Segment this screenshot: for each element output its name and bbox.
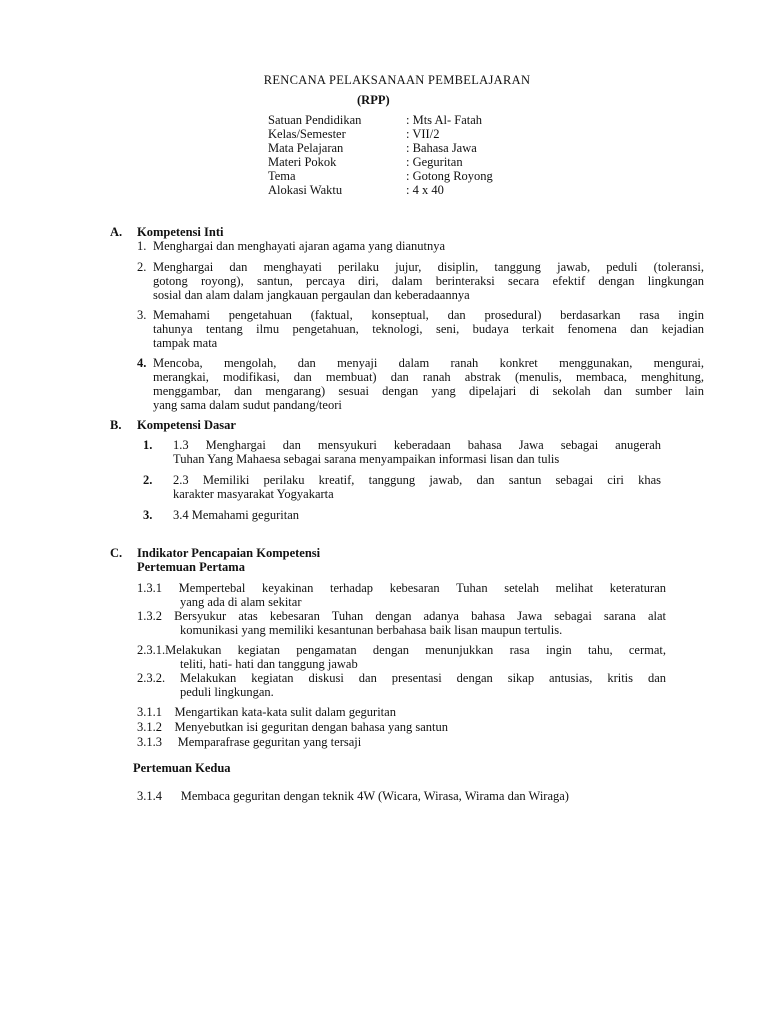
list-item-line: gotong royong), santun, percaya diri, dalam berinteraksi secara efektif dengan lingkungan xyxy=(153,274,704,288)
list-item-line: 2.3 Memiliki perilaku kreatif, tanggung jawab, dan santun sebagai ciri khas xyxy=(173,473,661,487)
indicator-line: 1.3.1 Mempertebal keyakinan terhadap kebesaran Tuhan setelah melihat keteraturan xyxy=(137,581,666,595)
indicator-line: 2.3.2. Melakukan kegiatan diskusi dan presentasi dengan sikap antusias, kritis dan xyxy=(137,671,666,685)
indicator-line: 1.3.2 Bersyukur atas kebesaran Tuhan dengan adanya bahasa Jawa sebagai sarana alat xyxy=(137,609,666,623)
list-number: 1. xyxy=(143,438,153,452)
meeting-heading: Pertemuan Kedua xyxy=(133,761,231,775)
list-item-line: Mencoba, mengolah, dan menyaji dalam ranah konkret menggunakan, mengurai, xyxy=(153,356,704,370)
indicator-line: teliti, hati- hati dan tanggung jawab xyxy=(180,657,358,671)
list-item-line: Menghargai dan menghayati perilaku jujur, disiplin, tanggung jawab, peduli (toleransi, xyxy=(153,260,704,274)
indicator-line: peduli lingkungan. xyxy=(180,685,274,699)
list-number: 2. xyxy=(137,260,147,274)
list-number: 1. xyxy=(137,239,147,253)
list-item-line: tampak mata xyxy=(153,336,218,350)
list-number: 4. xyxy=(137,356,147,370)
identity-value: : Bahasa Jawa xyxy=(406,141,477,155)
indicator-line: 2.3.1.Melakukan kegiatan pengamatan dengan menunjukkan rasa ingin tahu, cermat, xyxy=(137,643,666,657)
identity-value: : VII/2 xyxy=(406,127,440,141)
list-item-line: tahunya tentang ilmu pengetahuan, teknologi, seni, budaya terkait fenomena dan kejadian xyxy=(153,322,704,336)
list-item-line: Memahami pengetahuan (faktual, konseptual, dan prosedural) berdasarkan rasa ingin xyxy=(153,308,704,322)
identity-value: : Mts Al- Fatah xyxy=(406,113,483,127)
section-title: Indikator Pencapaian Kompetensi xyxy=(137,546,321,560)
list-number: 3. xyxy=(143,508,153,522)
section-letter: C. xyxy=(110,546,123,560)
identity-value: : 4 x 40 xyxy=(406,183,444,197)
list-item-line: 1.3 Menghargai dan mensyukuri keberadaan bahasa Jawa sebagai anugerah xyxy=(173,438,661,452)
indicator-line: 3.1.4 Membaca geguritan dengan teknik 4W (Wicara, Wirasa, Wirama dan Wiraga) xyxy=(137,789,569,803)
list-number: 2. xyxy=(143,473,153,487)
identity-label: Tema xyxy=(268,169,296,183)
document-title: RENCANA PELAKSANAAN PEMBELAJARAN xyxy=(263,73,531,87)
indicator-line: 3.1.2 Menyebutkan isi geguritan dengan bahasa yang santun xyxy=(137,720,449,734)
list-number: 3. xyxy=(137,308,147,322)
identity-label: Materi Pokok xyxy=(268,155,337,169)
indicator-line: yang ada di alam sekitar xyxy=(180,595,302,609)
indicator-line: komunikasi yang memiliki kesantunan berbahasa baik lisan maupun tertulis. xyxy=(180,623,563,637)
section-letter: A. xyxy=(110,225,123,239)
list-item-line: yang sama dalam sudut pandang/teori xyxy=(153,398,342,412)
list-item-line: Tuhan Yang Mahaesa sebagai sarana menyampaikan informasi lisan dan tulis xyxy=(173,452,560,466)
list-item-line: karakter masyarakat Yogyakarta xyxy=(173,487,334,501)
document-subtitle: (RPP) xyxy=(357,93,390,107)
list-item-line: sosial dan alam dalam jangkauan pergaulan dan keberadaannya xyxy=(153,288,470,302)
section-title: Kompetensi Dasar xyxy=(137,418,236,432)
list-item-line: menggambar, dan mengarang) sesuai dengan yang dipelajari di sekolah dan sumber lain xyxy=(153,384,704,398)
section-letter: B. xyxy=(110,418,122,432)
meeting-heading: Pertemuan Pertama xyxy=(137,560,245,574)
list-item-line: Menghargai dan menghayati ajaran agama yang dianutnya xyxy=(153,239,446,253)
indicator-line: 3.1.1 Mengartikan kata-kata sulit dalam geguritan xyxy=(137,705,396,719)
identity-label: Satuan Pendidikan xyxy=(268,113,362,127)
list-item-line: 3.4 Memahami geguritan xyxy=(173,508,300,522)
identity-label: Mata Pelajaran xyxy=(268,141,344,155)
identity-value: : Geguritan xyxy=(406,155,463,169)
indicator-line: 3.1.3 Memparafrase geguritan yang tersaji xyxy=(137,735,362,749)
section-title: Kompetensi Inti xyxy=(137,225,224,239)
identity-label: Kelas/Semester xyxy=(268,127,346,141)
list-item-line: merangkai, modifikasi, dan membuat) dan ranah abstrak (menulis, membaca, menghitung, xyxy=(153,370,704,384)
identity-label: Alokasi Waktu xyxy=(268,183,343,197)
identity-value: : Gotong Royong xyxy=(406,169,493,183)
